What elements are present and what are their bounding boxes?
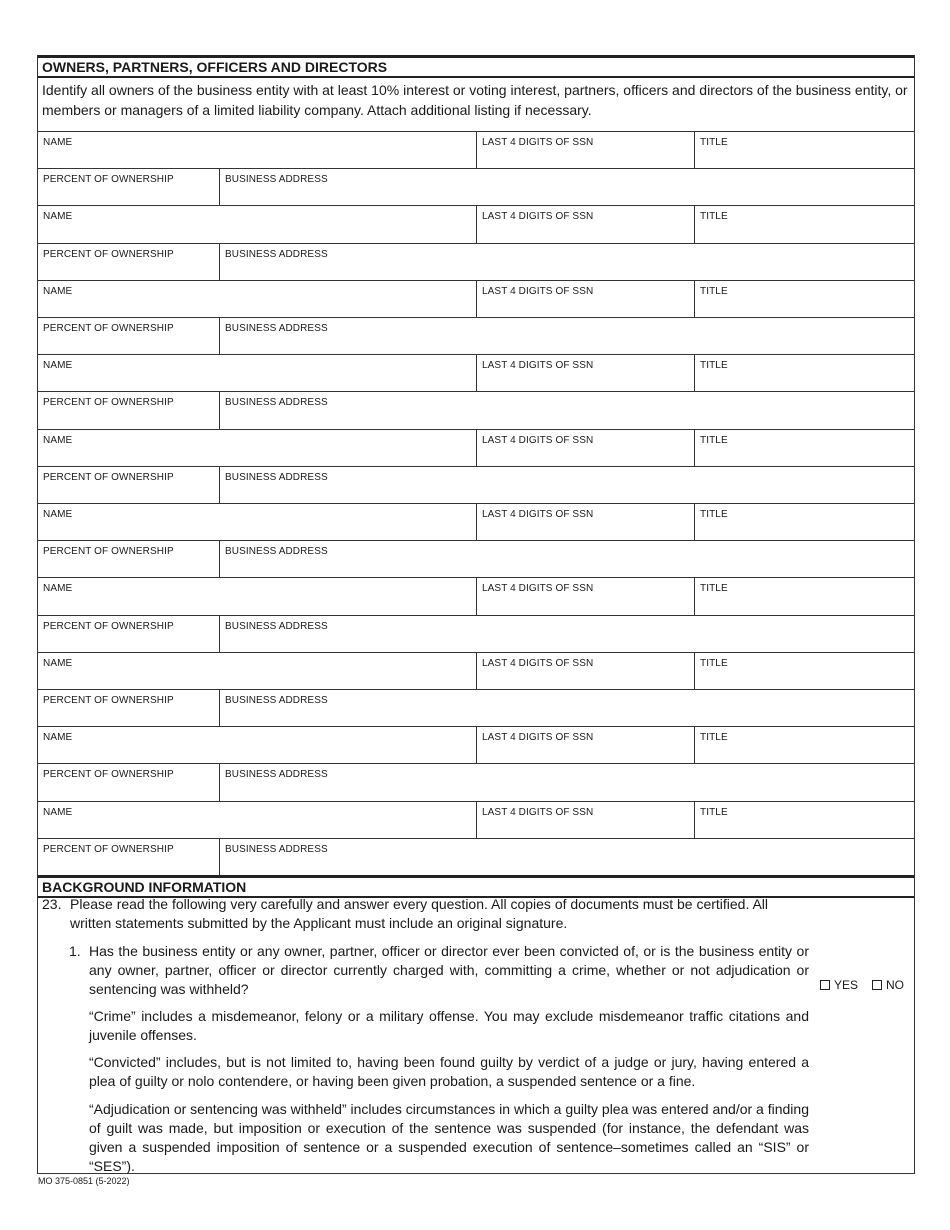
title-cell <box>694 132 914 169</box>
title-cell <box>694 504 914 541</box>
address-cell <box>219 392 914 429</box>
owners-intro-text: Identify all owners of the business entity with at least 10% interest or voting interest, partners, officers and directors of the business entity, or members or managers of a limited liability company. Attach additional listing if necessary. <box>42 82 908 118</box>
title-field[interactable] <box>699 820 910 837</box>
address-cell <box>219 169 914 206</box>
name-field[interactable] <box>42 224 472 241</box>
percent-label: PERCENT OF OWNERSHIP <box>43 471 174 483</box>
address-cell <box>219 839 914 876</box>
address-label: BUSINESS ADDRESS <box>225 248 328 260</box>
percent-field[interactable] <box>42 857 215 874</box>
title-field[interactable] <box>699 671 910 688</box>
application-form <box>37 55 915 1174</box>
address-field[interactable] <box>224 559 910 576</box>
name-cell <box>38 802 476 839</box>
owner-name-row <box>38 726 914 764</box>
title-label: TITLE <box>700 137 728 148</box>
address-cell <box>219 244 914 281</box>
address-field[interactable] <box>224 782 910 799</box>
percent-label: PERCENT OF OWNERSHIP <box>43 248 174 260</box>
title-label: TITLE <box>700 211 728 223</box>
owner-ownership-row <box>38 391 914 429</box>
address-field[interactable] <box>224 187 910 204</box>
name-cell <box>38 504 476 541</box>
address-field[interactable] <box>224 336 910 353</box>
owner-name-row <box>38 205 914 243</box>
title-cell <box>694 802 914 839</box>
address-cell <box>219 541 914 578</box>
title-cell <box>694 355 914 392</box>
address-cell <box>219 690 914 727</box>
address-label: BUSINESS ADDRESS <box>225 546 328 558</box>
ssn-label: LAST 4 DIGITS OF SSN <box>482 732 594 744</box>
ssn-cell <box>476 727 695 764</box>
title-cell <box>694 206 914 243</box>
address-label: BUSINESS ADDRESS <box>225 323 328 334</box>
name-cell <box>38 430 476 467</box>
owner-name-row <box>38 354 914 392</box>
owner-ownership-row <box>38 243 914 281</box>
question-1-number: 1. <box>69 943 81 959</box>
percent-field[interactable] <box>42 782 215 799</box>
percent-field[interactable] <box>42 708 215 725</box>
question-1-answer <box>820 978 904 992</box>
address-cell <box>219 764 914 801</box>
name-field[interactable] <box>42 373 472 390</box>
owner-name-row <box>38 280 914 318</box>
owner-ownership-row <box>38 689 914 727</box>
percent-cell <box>38 764 219 801</box>
address-field[interactable] <box>224 708 910 725</box>
name-cell <box>38 132 476 169</box>
owner-name-row <box>38 801 914 839</box>
name-cell <box>38 578 476 615</box>
ssn-label: LAST 4 DIGITS OF SSN <box>482 509 594 520</box>
percent-cell <box>38 318 219 355</box>
question-23-text: Please read the following very carefully and answer every question. All copies of documents must be certified. All written statements submitted by the Applicant must include an original signature. <box>70 896 769 931</box>
name-field[interactable] <box>42 299 472 316</box>
ssn-field[interactable] <box>481 150 691 167</box>
title-field[interactable] <box>699 745 910 762</box>
definition-convicted: “Convicted” includes, but is not limited to, having been found guilty by verdict of a judge or jury, having entered a plea of guilty or nolo contendere, or having been given probation, a suspended sentence or a fine. <box>89 1054 809 1089</box>
form-number: MO 375-0851 (5-2022) <box>38 1176 130 1186</box>
owner-ownership-row <box>38 838 914 876</box>
address-field[interactable] <box>224 634 910 651</box>
address-label: BUSINESS ADDRESS <box>225 769 328 781</box>
name-label: NAME <box>43 137 73 148</box>
title-label: TITLE <box>700 360 728 372</box>
percent-cell <box>38 839 219 876</box>
name-cell <box>38 206 476 243</box>
title-cell <box>694 578 914 615</box>
ssn-cell <box>476 132 695 169</box>
percent-field[interactable] <box>42 485 215 502</box>
ssn-cell <box>476 281 695 318</box>
ssn-label: LAST 4 DIGITS OF SSN <box>482 583 594 595</box>
percent-cell <box>38 467 219 504</box>
ssn-label: LAST 4 DIGITS OF SSN <box>482 211 594 223</box>
owner-ownership-row <box>38 540 914 578</box>
ssn-label: LAST 4 DIGITS OF SSN <box>482 806 594 818</box>
question-1-text: Has the business entity or any owner, partner, officer or director ever been convicted of, or is the business entity or any owner, partner, officer or director currently charged with, committing a crime, whether or not adjudication or sentencing was withheld? <box>89 943 809 997</box>
address-cell <box>219 616 914 653</box>
name-label: NAME <box>43 211 73 223</box>
title-label: TITLE <box>700 806 728 818</box>
percent-field[interactable] <box>42 262 215 279</box>
name-label: NAME <box>43 583 73 595</box>
ssn-field[interactable] <box>481 671 691 688</box>
definition-crime: “Crime” includes a misdemeanor, felony or a military offense. You may exclude misdemeanor traffic citations and juvenile offenses. <box>89 1008 809 1043</box>
address-label: BUSINESS ADDRESS <box>225 397 328 409</box>
name-cell <box>38 355 476 392</box>
address-label: BUSINESS ADDRESS <box>225 843 328 855</box>
owner-name-row <box>38 131 914 169</box>
percent-cell <box>38 690 219 727</box>
percent-label: PERCENT OF OWNERSHIP <box>43 695 174 706</box>
no-checkbox[interactable] <box>872 980 882 990</box>
name-field[interactable] <box>42 522 472 539</box>
address-label: BUSINESS ADDRESS <box>225 174 328 186</box>
percent-field[interactable] <box>42 634 215 651</box>
title-cell <box>694 430 914 467</box>
ssn-label: LAST 4 DIGITS OF SSN <box>482 360 594 372</box>
name-field[interactable] <box>42 596 472 613</box>
address-field[interactable] <box>224 485 910 502</box>
title-field[interactable] <box>699 150 910 167</box>
definition-adjudication: “Adjudication or sentencing was withheld” includes circumstances in which a guilty plea was entered and/or a finding of guilt was made, but imposition or execution of the sentence was suspended (for instance, the defendant was given a suspended imposition of sentence or a suspended execution of sentence–sometimes called an “SIS” or “SES”). <box>89 1101 809 1174</box>
name-label: NAME <box>43 434 73 446</box>
ssn-label: LAST 4 DIGITS OF SSN <box>482 137 594 148</box>
question-1 <box>69 942 809 999</box>
title-label: TITLE <box>700 583 728 595</box>
percent-label: PERCENT OF OWNERSHIP <box>43 620 174 632</box>
address-field[interactable] <box>224 410 910 427</box>
question-23-number: 23. <box>42 896 62 912</box>
title-label: TITLE <box>700 657 728 669</box>
percent-cell <box>38 392 219 429</box>
percent-label: PERCENT OF OWNERSHIP <box>43 323 174 334</box>
title-field[interactable] <box>699 373 910 390</box>
ssn-field[interactable] <box>481 448 691 465</box>
name-label: NAME <box>43 360 73 372</box>
percent-label: PERCENT OF OWNERSHIP <box>43 546 174 558</box>
address-label: BUSINESS ADDRESS <box>225 471 328 483</box>
title-label: TITLE <box>700 509 728 520</box>
percent-label: PERCENT OF OWNERSHIP <box>43 769 174 781</box>
ssn-field[interactable] <box>481 745 691 762</box>
percent-field[interactable] <box>42 336 215 353</box>
owner-ownership-row <box>38 615 914 653</box>
address-field[interactable] <box>224 857 910 874</box>
title-label: TITLE <box>700 285 728 297</box>
address-label: BUSINESS ADDRESS <box>225 620 328 632</box>
owner-ownership-row <box>38 168 914 206</box>
title-field[interactable] <box>699 224 910 241</box>
address-label: BUSINESS ADDRESS <box>225 695 328 706</box>
ssn-cell <box>476 504 695 541</box>
name-cell <box>38 727 476 764</box>
percent-label: PERCENT OF OWNERSHIP <box>43 397 174 409</box>
ssn-cell <box>476 430 695 467</box>
percent-label: PERCENT OF OWNERSHIP <box>43 174 174 186</box>
title-cell <box>694 653 914 690</box>
name-label: NAME <box>43 285 73 297</box>
title-field[interactable] <box>699 596 910 613</box>
percent-cell <box>38 244 219 281</box>
owner-name-row <box>38 503 914 541</box>
ssn-field[interactable] <box>481 596 691 613</box>
owner-name-row <box>38 429 914 467</box>
title-label: TITLE <box>700 732 728 744</box>
owners-section-header: OWNERS, PARTNERS, OFFICERS AND DIRECTORS <box>38 55 914 78</box>
ssn-cell <box>476 206 695 243</box>
no-label: NO <box>886 978 905 992</box>
ssn-field[interactable] <box>481 373 691 390</box>
address-field[interactable] <box>224 262 910 279</box>
percent-cell <box>38 541 219 578</box>
title-field[interactable] <box>699 299 910 316</box>
percent-label: PERCENT OF OWNERSHIP <box>43 843 174 855</box>
name-field[interactable] <box>42 671 472 688</box>
ssn-field[interactable] <box>481 522 691 539</box>
name-label: NAME <box>43 657 73 669</box>
percent-cell <box>38 169 219 206</box>
percent-cell <box>38 616 219 653</box>
ssn-label: LAST 4 DIGITS OF SSN <box>482 657 594 669</box>
name-label: NAME <box>43 732 73 744</box>
address-cell <box>219 318 914 355</box>
ssn-field[interactable] <box>481 224 691 241</box>
owner-name-row <box>38 652 914 690</box>
title-cell <box>694 727 914 764</box>
ssn-cell <box>476 578 695 615</box>
yes-label: YES <box>834 978 859 992</box>
ssn-field[interactable] <box>481 820 691 837</box>
question-23 <box>42 895 882 933</box>
name-label: NAME <box>43 509 73 520</box>
ssn-cell <box>476 355 695 392</box>
name-cell <box>38 281 476 318</box>
percent-field[interactable] <box>42 559 215 576</box>
name-field[interactable] <box>42 820 472 837</box>
percent-field[interactable] <box>42 410 215 427</box>
ssn-cell <box>476 802 695 839</box>
name-field[interactable] <box>42 448 472 465</box>
background-section-header: BACKGROUND INFORMATION <box>38 875 914 898</box>
ssn-label: LAST 4 DIGITS OF SSN <box>482 434 594 446</box>
ssn-label: LAST 4 DIGITS OF SSN <box>482 285 594 297</box>
title-field[interactable] <box>699 522 910 539</box>
owner-name-row <box>38 577 914 615</box>
ssn-cell <box>476 653 695 690</box>
owner-ownership-row <box>38 466 914 504</box>
title-label: TITLE <box>700 434 728 446</box>
name-field[interactable] <box>42 745 472 762</box>
name-label: NAME <box>43 806 73 818</box>
name-cell <box>38 653 476 690</box>
address-cell <box>219 467 914 504</box>
yes-checkbox[interactable] <box>820 980 830 990</box>
title-field[interactable] <box>699 448 910 465</box>
owner-ownership-row <box>38 763 914 801</box>
title-cell <box>694 281 914 318</box>
name-field[interactable] <box>42 150 472 167</box>
percent-field[interactable] <box>42 187 215 204</box>
ssn-field[interactable] <box>481 299 691 316</box>
owner-ownership-row <box>38 317 914 355</box>
